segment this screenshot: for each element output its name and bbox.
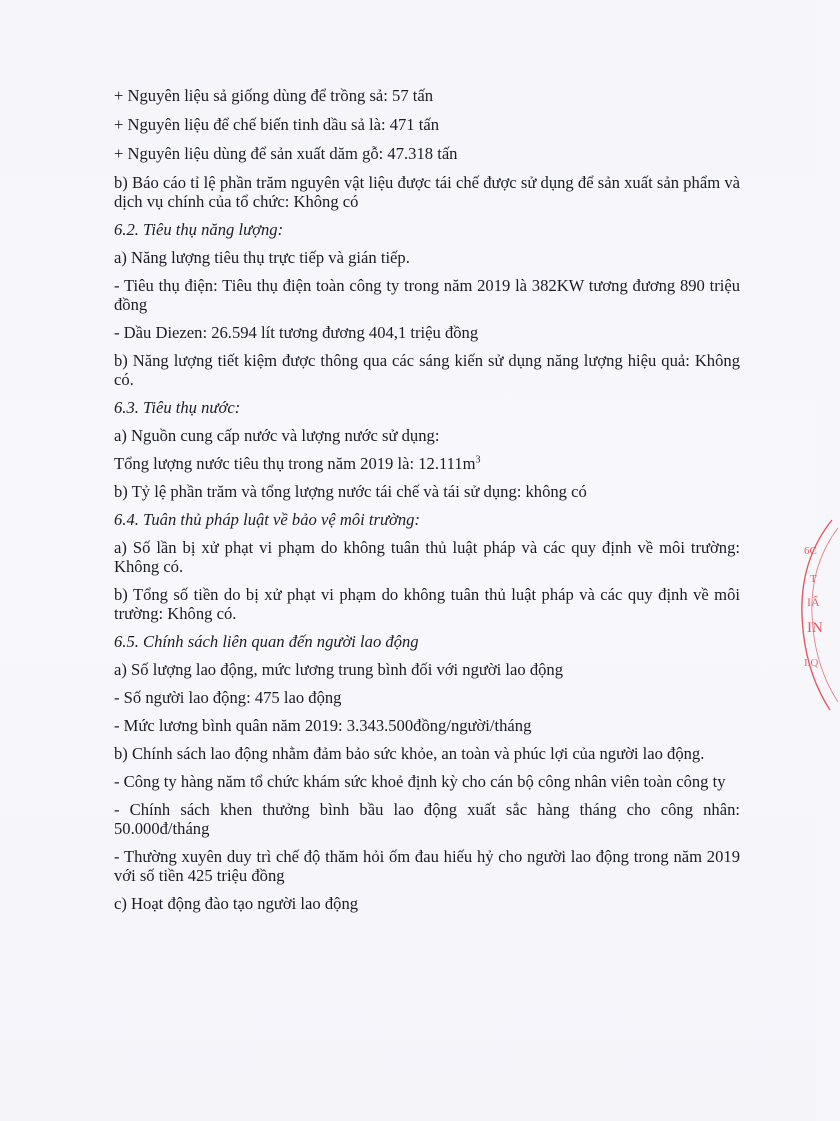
stamp-fragment-1: 6C (804, 545, 817, 557)
electricity-consumption: - Tiêu thụ điện: Tiêu thụ điện toàn công ty trong năm 2019 là 382KW tương đương 890 triệu đồng (114, 276, 740, 314)
document-body (114, 86, 740, 922)
energy-saving-paragraph: b) Năng lượng tiết kiệm được thông qua các sáng kiến sử dụng năng lượng hiệu quả: Không có. (114, 351, 740, 389)
average-salary-line: - Mức lương bình quân năm 2019: 3.343.500đồng/người/tháng (114, 716, 532, 735)
section-6-3-heading: 6.3. Tiêu thụ nước: (114, 398, 241, 417)
violations-fines-paragraph: b) Tổng số tiền do bị xử phạt vi phạm do không tuân thủ luật pháp và các quy định về môi trường: Không có. (114, 585, 740, 623)
reward-policy-paragraph: - Chính sách khen thưởng bình bầu lao động xuất sắc hàng tháng cho công nhân: 50.000đ/tháng (114, 800, 740, 838)
recycled-material-paragraph: b) Báo cáo tỉ lệ phần trăm nguyên vật liệu được tái chế được sử dụng để sản xuất sản phẩm và dịch vụ chính của tổ chức: Không có (114, 173, 740, 211)
stamp-fragment-5: I.Q (804, 657, 819, 669)
section-6-4-heading: 6.4. Tuân thủ pháp luật về bảo vệ môi trường: (114, 510, 420, 529)
section-6-5-heading: 6.5. Chính sách liên quan đến người lao động (114, 632, 419, 651)
diesel-consumption: - Dầu Diezen: 26.594 lít tương đương 404,1 triệu đồng (114, 323, 479, 342)
water-source-line: a) Nguồn cung cấp nước và lượng nước sử dụng: (114, 426, 440, 445)
water-recycled-line: b) Tỷ lệ phần trăm và tổng lượng nước tái chế và tái sử dụng: không có (114, 482, 587, 501)
water-unit-superscript: 3 (475, 454, 481, 466)
material-seed-line: + Nguyên liệu sả giống dùng để trồng sả: 57 tấn (114, 86, 434, 105)
stamp-fragment-3: IẨ (807, 595, 820, 609)
labor-policy-line: b) Chính sách lao động nhằm đảm bảo sức khỏe, an toàn và phúc lợi của người lao động. (114, 744, 705, 763)
health-check-paragraph: - Công ty hàng năm tổ chức khám sức khoẻ định kỳ cho cán bộ công nhân viên toàn công ty (114, 772, 726, 791)
employee-count-line: - Số người lao động: 475 lao động (114, 688, 342, 707)
red-stamp-fragment (780, 520, 840, 710)
water-total-line (114, 454, 740, 473)
water-total-text: Tổng lượng nước tiêu thụ trong năm 2019 là: 12.111m (114, 454, 476, 473)
stamp-fragment-4: IN (807, 620, 823, 636)
section-6-2-heading: 6.2. Tiêu thụ năng lượng: (114, 220, 284, 239)
training-activity-line: c) Hoạt động đào tạo người lao động (114, 894, 359, 913)
material-woodchip-line: + Nguyên liệu dùng để sản xuất dăm gỗ: 47.318 tấn (114, 144, 458, 163)
violations-count-paragraph: a) Số lần bị xử phạt vi phạm do không tuân thủ luật pháp và các quy định về môi trường: Không có. (114, 538, 740, 576)
energy-direct-indirect: a) Năng lượng tiêu thụ trực tiếp và gián tiếp. (114, 248, 410, 267)
labor-count-salary-line: a) Số lượng lao động, mức lương trung bình đối với người lao động (114, 660, 564, 679)
welfare-visit-paragraph: - Thường xuyên duy trì chế độ thăm hỏi ốm đau hiếu hỷ cho người lao động trong năm 2019 với số tiền 425 triệu đồng (114, 847, 740, 885)
material-oil-line: + Nguyên liệu để chế biến tinh dầu sả là: 471 tấn (114, 115, 440, 134)
stamp-fragment-2: T (810, 573, 817, 585)
